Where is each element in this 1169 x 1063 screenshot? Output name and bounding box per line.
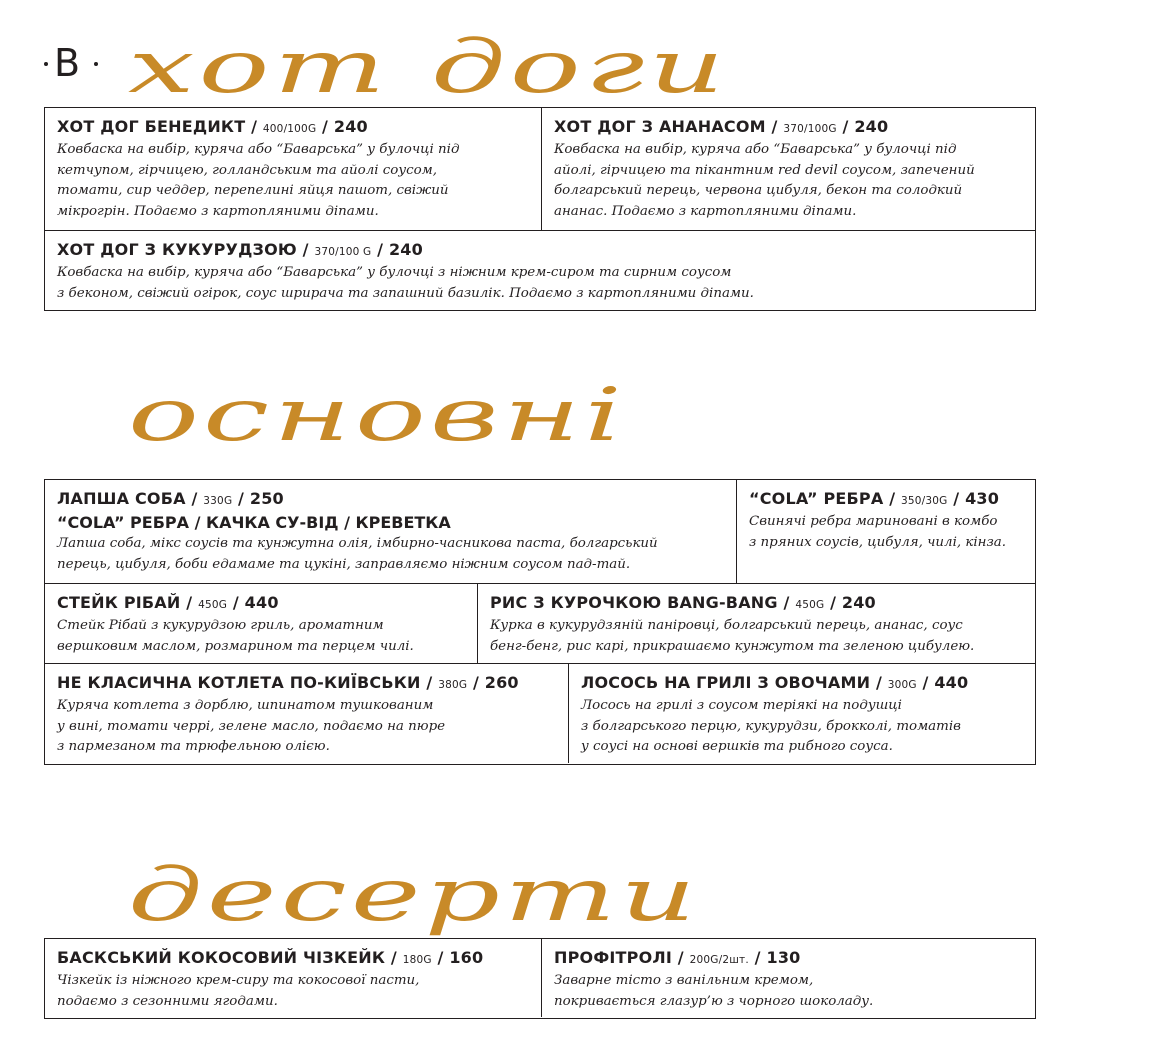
item-price: 240	[388, 240, 423, 259]
item-description: Курка в кукурудзяній паніровці, болгарський перець, ананас, соус бенг-бенг, рис карі, прикрашаємо кунжутом та зеленою цибулею.	[490, 618, 975, 654]
hot-dogs-table	[44, 107, 1036, 311]
item-price: 250	[249, 489, 284, 508]
item-weight: 200G/2шт.	[689, 954, 749, 966]
section-title-desserts: десерти	[128, 851, 700, 938]
item-weight: 350/30G	[901, 495, 948, 507]
menu-item-cola-ribs	[736, 480, 1035, 583]
item-weight: 400/100G	[262, 123, 317, 135]
item-name: ПРОФІТРОЛІ	[554, 948, 673, 967]
item-weight: 450G	[198, 599, 228, 611]
item-description: Ковбаска на вибір, куряча або “Баварська” у булочці під айолі, гірчицею та пікантним red devil соусом, запечений болгарський перець, червона цибуля, бекон та солодкий ананас. Подаємо з картопляними діпами.	[554, 142, 975, 219]
menu-item-hot-dog-pineapple	[541, 108, 1035, 230]
item-name: БАСКСЬКИЙ КОКОСОВИЙ ЧІЗКЕЙК	[57, 948, 386, 967]
item-description: Чізкейк із ніжного крем-сиру та кокосової пасти, подаємо з сезонними ягодами.	[57, 973, 420, 1009]
item-heading: РИС З КУРОЧКОЮ BANG-BANG / 450G / 240	[490, 593, 876, 612]
item-price: 430	[965, 489, 1000, 508]
menu-item-basque-cheesecake	[45, 939, 541, 1017]
item-weight: 330G	[203, 495, 233, 507]
item-heading: БАСКСЬКИЙ КОКОСОВИЙ ЧІЗКЕЙК / 180G / 160	[57, 948, 484, 967]
table-row	[45, 583, 1035, 663]
item-weight: 300G	[887, 679, 917, 691]
item-name: “COLA” РЕБРА	[749, 489, 884, 508]
item-weight: 370/100G	[783, 123, 837, 135]
item-name: ХОТ ДОГ БЕНЕДИКТ	[57, 117, 246, 136]
logo-dot-left	[44, 62, 48, 66]
item-heading: ЛОСОСЬ НА ГРИЛІ З ОВОЧАМИ / 300G / 440	[581, 673, 969, 692]
logo-dot-right	[94, 62, 98, 66]
logo-letter: B	[54, 41, 81, 85]
item-price: 160	[449, 948, 484, 967]
menu-item-soba-noodles	[45, 480, 736, 583]
item-heading: ХОТ ДОГ З АНАНАСОМ / 370/100G / 240	[554, 117, 889, 136]
table-row	[45, 480, 1035, 583]
item-name: СТЕЙК РІБАЙ	[57, 593, 181, 612]
item-heading: “COLA” РЕБРА / 350/30G / 430	[749, 489, 1000, 508]
item-description: Заварне тісто з ванільним кремом, покривається глазур’ю з чорного шоколаду.	[554, 973, 874, 1009]
item-heading: ПРОФІТРОЛІ / 200G/2шт. / 130	[554, 948, 801, 967]
desserts-table	[44, 938, 1036, 1019]
table-row	[45, 663, 1035, 763]
mains-table	[44, 479, 1036, 765]
item-name: ЛОСОСЬ НА ГРИЛІ З ОВОЧАМИ	[581, 673, 871, 692]
section-title-hot-dogs: хот доги	[128, 23, 729, 110]
menu-item-chicken-kiev	[45, 664, 568, 763]
item-price: 240	[854, 117, 889, 136]
menu-item-hot-dog-corn	[45, 231, 1035, 309]
item-weight: 180G	[402, 954, 432, 966]
item-heading: НЕ КЛАСИЧНА КОТЛЕТА ПО-КИЇВСЬКИ / 380G / 260	[57, 673, 519, 692]
item-description: Стейк Рібай з кукурудзою гриль, ароматним вершковим маслом, розмарином та перцем чилі.	[57, 618, 414, 654]
table-row	[45, 230, 1035, 309]
item-price: 260	[484, 673, 519, 692]
item-price: 130	[766, 948, 801, 967]
item-name: ХОТ ДОГ З АНАНАСОМ	[554, 117, 766, 136]
item-heading: СТЕЙК РІБАЙ / 450G / 440	[57, 593, 279, 612]
item-name: ЛАПША СОБА	[57, 489, 186, 508]
item-heading: ХОТ ДОГ БЕНЕДИКТ / 400/100G / 240	[57, 117, 368, 136]
item-heading: ХОТ ДОГ З КУКУРУДЗОЮ / 370/100 G / 240	[57, 240, 423, 259]
item-description: Лапша соба, мікс соусів та кунжутна олія, імбирно-часникова паста, болгарський перець, цибуля, боби едамаме та цукіні, заправляємо ніжним соусом пад-тай.	[57, 536, 658, 572]
menu-item-ribeye-steak	[45, 584, 477, 663]
menu-item-profiteroles	[541, 939, 1035, 1017]
item-name: НЕ КЛАСИЧНА КОТЛЕТА ПО-КИЇВСЬКИ	[57, 673, 421, 692]
item-price: 440	[244, 593, 279, 612]
table-row	[45, 939, 1035, 1017]
item-weight: 450G	[795, 599, 825, 611]
item-price: 240	[841, 593, 876, 612]
table-row	[45, 108, 1035, 230]
item-weight: 380G	[438, 679, 468, 691]
item-description: Лосось на грилі з соусом теріякі на подушці з болгарського перцю, кукурудзи, брокколі, томатів у соусі на основі вершків та рибного соуса.	[581, 698, 961, 754]
item-weight: 370/100 G	[314, 246, 372, 258]
logo	[42, 40, 102, 88]
item-name: РИС З КУРОЧКОЮ BANG-BANG	[490, 593, 778, 612]
menu-item-bang-bang-chicken-rice	[477, 584, 1035, 663]
item-price: 240	[333, 117, 368, 136]
item-name: ХОТ ДОГ З КУКУРУДЗОЮ	[57, 240, 297, 259]
menu-item-grilled-salmon	[568, 664, 1035, 763]
item-description: Ковбаска на вибір, куряча або “Баварська” у булочці з ніжним крем-сиром та сирним соусом з беконом, свіжий огірок, соус шрирача та запашний базилік. Подаємо з картопляними діпами.	[57, 265, 754, 301]
menu-item-hot-dog-benedict	[45, 108, 541, 230]
item-heading: ЛАПША СОБА / 330G / 250	[57, 489, 284, 508]
item-description: Ковбаска на вибір, куряча або “Баварська” у булочці під кетчупом, гірчицею, голландським та айолі соусом, томати, сир чеддер, перепелині яйця пашот, свіжий мікрогрін. Подаємо з картопляними діпами.	[57, 142, 460, 219]
item-description: Свинячі ребра мариновані в комбо з пряних соусів, цибуля, чилі, кінза.	[749, 514, 1007, 550]
item-options: “COLA” РЕБРА / КАЧКА СУ-ВІД / КРЕВЕТКА	[57, 513, 451, 532]
item-price: 440	[934, 673, 969, 692]
section-title-mains: основні	[128, 371, 627, 458]
item-description: Куряча котлета з дорблю, шпинатом тушкованим у вині, томати черрі, зелене масло, подаємо на пюре з пармезаном та трюфельною олією.	[57, 698, 446, 754]
